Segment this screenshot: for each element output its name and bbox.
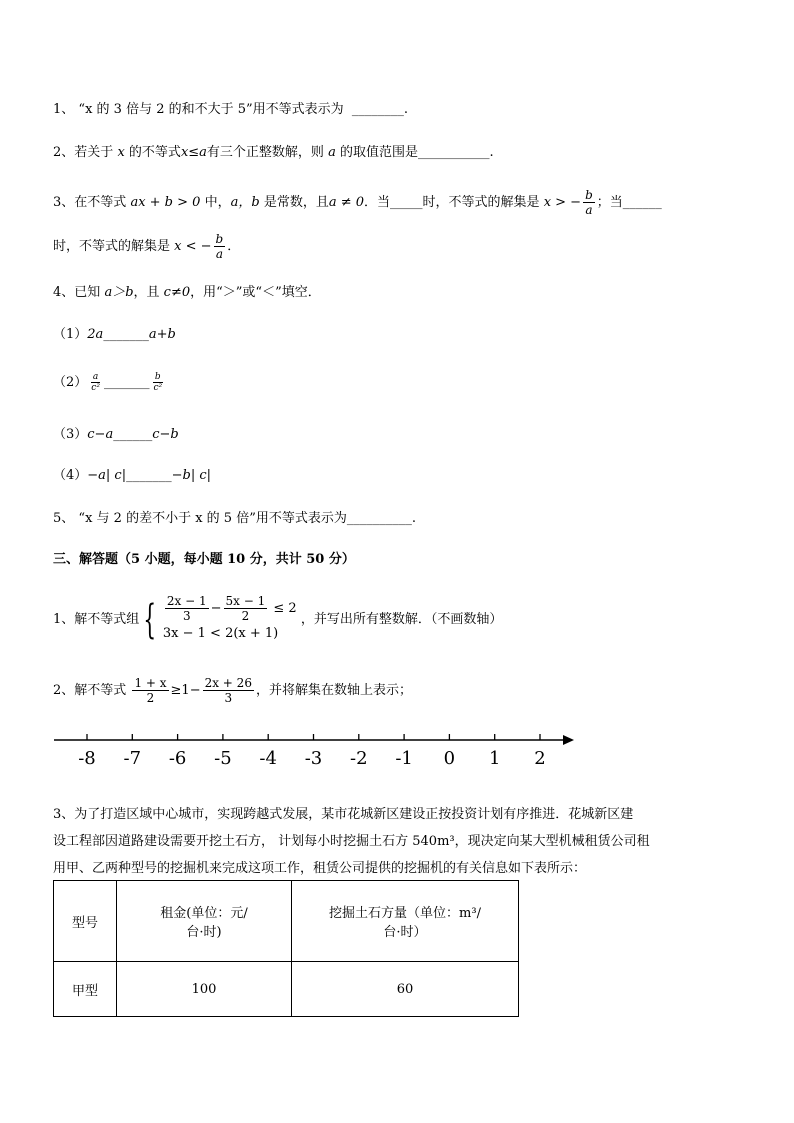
axis-tick-label: -4 bbox=[259, 748, 277, 769]
number-line bbox=[50, 728, 580, 774]
axis-tick-label: -7 bbox=[123, 748, 142, 769]
table-row bbox=[54, 962, 519, 1017]
table-header bbox=[54, 881, 519, 962]
question-2: 2、若关于 x 的不等式x≤a有三个正整数解，则 a 的取值范围是___________. bbox=[53, 145, 494, 160]
axis-tick-label: -6 bbox=[168, 748, 187, 769]
solve-question-1: 1、解不等式组 { $\frac{2x - 1}{3}$ − $\frac{5x - 1}{2}$ ≤ 2 3x − 1 < 2(x + 1) ，并写出所有整数解．（不画数轴） bbox=[53, 594, 502, 645]
question-4-part-3: （3）c−a______c−b bbox=[53, 427, 179, 442]
axis-tick-label: -1 bbox=[395, 748, 413, 769]
solve-question-3-line-2: 设工程部因道路建设需要开挖土石方， 计划每小时挖掘土石方 540m³，现决定向某大型机械租赁公司租 bbox=[53, 834, 650, 849]
solve-question-3-line-3: 用甲、乙两种型号的挖掘机来完成这项工作，租赁公司提供的挖掘机的有关信息如下表所示： bbox=[53, 861, 587, 876]
fraction-a-over-c2: $\frac{a}{\text{c²}}$ bbox=[91, 372, 100, 393]
question-5: 5、 “x 与 2 的差不小于 x 的 5 倍”用不等式表示为__________. bbox=[53, 511, 416, 526]
cell-rent: 100 bbox=[117, 962, 292, 1017]
header-volume: 挖掘土石方量（单位：m³/ 台·时） bbox=[292, 881, 519, 962]
cell-type: 甲型 bbox=[54, 962, 117, 1017]
left-brace: { bbox=[143, 596, 157, 643]
question-4-part-1: （1）2a_______a+b bbox=[53, 327, 176, 342]
fraction-b-over-a-2: $\frac{b}{a}$ bbox=[215, 232, 224, 261]
axis-tick-label: -8 bbox=[78, 748, 96, 769]
axis-tick-label: -2 bbox=[350, 748, 368, 769]
excavator-table bbox=[53, 880, 519, 1017]
axis-arrow-icon bbox=[563, 735, 574, 745]
fraction-b-over-a: $\frac{b}{a}$ bbox=[585, 188, 593, 217]
axis-tick-label: 2 bbox=[534, 748, 546, 769]
section-title: 三、解答题（5 小题，每小题 10 分，共计 50 分） bbox=[53, 552, 355, 567]
solve-question-3-line-1: 3、为了打造区域中心城市，实现跨越式发展，某市花城新区建设正按投资计划有序推进．花城新区建 bbox=[53, 807, 634, 822]
question-4-part-2: （2） $\frac{a}{\text{c²}}$ _______ $\frac{b}{\text{c²}}$ bbox=[53, 372, 163, 393]
header-rent: 租金(单位：元/ 台·时) bbox=[117, 881, 292, 962]
axis-tick-label: -3 bbox=[304, 748, 323, 769]
axis-tick-label: 0 bbox=[443, 748, 456, 769]
fraction-b-over-c2: $\frac{b}{\text{c²}}$ bbox=[153, 372, 163, 393]
axis-tick-label: 1 bbox=[488, 748, 501, 769]
question-4: 4、已知 a＞b，且 c≠0，用“＞”或“＜”填空． bbox=[53, 285, 321, 300]
axis-tick-label: -5 bbox=[214, 748, 232, 769]
question-3-line-2: 时，不等式的解集是 x < − $\frac{b}{a}$ ． bbox=[53, 232, 241, 261]
solve-question-2: 2、解不等式 $\frac{1 + x}{2}$ ≥1− $\frac{2x + 26}{3}$ ，并将解集在数轴上表示； bbox=[53, 676, 412, 705]
question-4-part-4: （4）−a| c|_______−b| c| bbox=[53, 468, 211, 483]
question-1: 1、 “x 的 3 倍与 2 的和不大于 5”用不等式表示为 ________. bbox=[53, 102, 409, 117]
cell-volume: 60 bbox=[292, 962, 519, 1017]
header-type: 型号 bbox=[54, 881, 117, 962]
inequality-system: $\frac{2x - 1}{3}$ − $\frac{5x - 1}{2}$ ≤ 2 3x − 1 < 2(x + 1) bbox=[162, 594, 297, 641]
question-3-line-1: 3、在不等式 ax + b > 0 中，a，b 是常数，且a ≠ 0．当_____时，不等式的解集是 x > − $\frac{b}{a}$ ；当______ bbox=[53, 188, 662, 217]
